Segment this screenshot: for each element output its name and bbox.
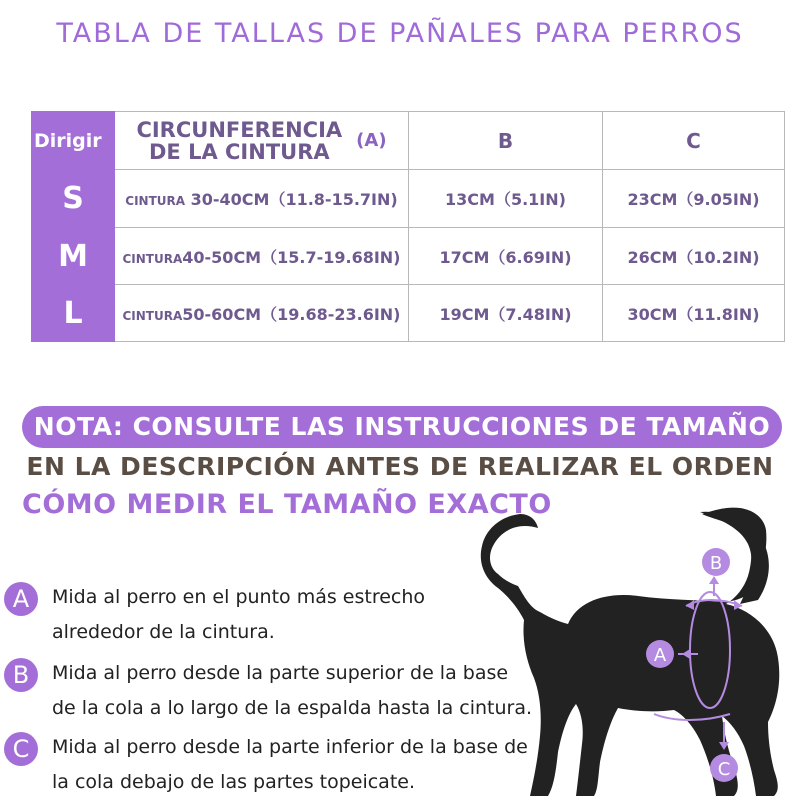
header-a-line1: CIRCUNFERENCIA — [136, 117, 343, 142]
cell-waist — [115, 170, 409, 228]
size-label: S — [32, 170, 115, 228]
instruction-line: Mida al perro en el punto más estrecho — [52, 586, 426, 608]
cell-waist-value: 40-50CM（15.7-19.68IN) — [182, 247, 401, 267]
cell-prefix: CINTURA — [122, 308, 183, 323]
dog-silhouette-icon — [481, 508, 779, 796]
badge-a-icon: A — [4, 582, 38, 616]
header-waist-circumference — [115, 112, 409, 170]
table-row — [32, 228, 785, 285]
instruction-line: alrededor de la cintura. — [52, 621, 275, 643]
cell-prefix: CINTURA — [125, 194, 186, 208]
instruction-text — [52, 656, 542, 726]
header-a-line2: DE LA CINTURA — [148, 139, 330, 164]
cell-b: 17CM（6.69IN) — [409, 228, 603, 285]
badge-b-icon: B — [4, 658, 38, 692]
cell-c: 30CM（11.8IN) — [603, 285, 785, 342]
diagram-label-b: B — [709, 553, 723, 574]
page-title: TABLA DE TALLAS DE PAÑALES PARA PERROS — [56, 18, 744, 49]
size-label: L — [32, 285, 115, 342]
table-header-row — [32, 112, 785, 170]
header-b: B — [409, 112, 603, 170]
size-label: M — [32, 228, 115, 285]
instruction-text — [52, 730, 542, 800]
how-to-measure-title: CÓMO MEDIR EL TAMAÑO EXACTO — [22, 489, 552, 520]
note-subtext: EN LA DESCRIPCIÓN ANTES DE REALIZAR EL ORDEN — [26, 452, 774, 481]
instruction-line: la cola debajo de las partes topeicate. — [52, 771, 416, 793]
cell-waist-value: 30-40CM（11.8-15.7IN) — [185, 190, 398, 209]
cell-c: 26CM（10.2IN) — [603, 228, 785, 285]
instruction-line: Mida al perro desde la parte inferior de la base de — [52, 736, 528, 758]
diagram-label-c: C — [717, 759, 731, 780]
instruction-line: Mida al perro desde la parte superior de la base — [52, 662, 509, 684]
badge-c-icon: C — [4, 732, 38, 766]
cell-waist — [115, 285, 409, 342]
table-corner-label: Dirigir — [32, 112, 115, 170]
table-row — [32, 170, 785, 228]
header-c: C — [603, 112, 785, 170]
dog-measurement-diagram — [478, 500, 800, 800]
instruction-line: de la cola a lo largo de la espalda hasta la cintura. — [52, 697, 533, 719]
size-table — [31, 111, 785, 342]
diagram-label-a: A — [653, 645, 667, 666]
table-row — [32, 285, 785, 342]
header-a-tag: (A) — [356, 129, 387, 151]
cell-waist-value: 50-60CM（19.68-23.6IN) — [182, 304, 401, 324]
cell-b: 19CM（7.48IN) — [409, 285, 603, 342]
cell-b: 13CM（5.1IN) — [409, 170, 603, 228]
cell-waist — [115, 228, 409, 285]
cell-c: 23CM（9.05IN) — [603, 170, 785, 228]
cell-prefix: CINTURA — [122, 251, 183, 266]
instruction-text — [52, 580, 542, 650]
note-banner: NOTA: CONSULTE LAS INSTRUCCIONES DE TAMAÑO — [22, 406, 782, 448]
